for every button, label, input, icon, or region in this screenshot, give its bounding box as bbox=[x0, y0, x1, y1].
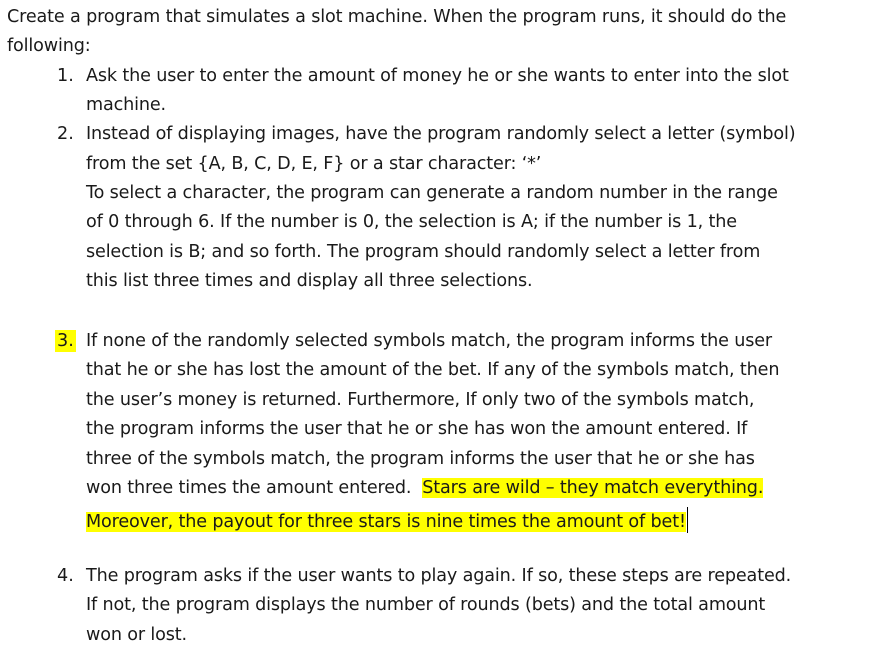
step-2-line-1: Instead of displaying images, have the program randomly select a letter (symbol) bbox=[86, 124, 796, 144]
step-3-line-7 bbox=[86, 507, 688, 532]
step-2-line-4: of 0 through 6. If the number is 0, the selection is A; if the number is 1, the bbox=[86, 212, 737, 232]
step-3-line-1: If none of the randomly selected symbols match, the program informs the user bbox=[86, 331, 773, 351]
step-3-line-6 bbox=[86, 477, 763, 499]
step-3-line-6-plain: won three times the amount entered. bbox=[86, 478, 423, 498]
step-1-line-1: Ask the user to enter the amount of money he or she wants to enter into the slot bbox=[86, 66, 789, 86]
step-1-number: 1. bbox=[57, 66, 74, 86]
step-4-number: 4. bbox=[57, 566, 74, 586]
step-1-line-2: machine. bbox=[86, 95, 166, 115]
step-3-wild-highlight: Stars are wild – they match everything. bbox=[422, 478, 764, 498]
step-2-line-2: from the set {A, B, C, D, E, F} or a star character: ‘*’ bbox=[86, 154, 542, 174]
step-3-number: 3. bbox=[57, 331, 74, 351]
step-3-line-2: that he or she has lost the amount of the bet. If any of the symbols match, then bbox=[86, 360, 780, 380]
step-3-line-3: the user’s money is returned. Furthermore, If only two of the symbols match, bbox=[86, 390, 755, 410]
step-4-line-1: The program asks if the user wants to play again. If so, these steps are repeated. bbox=[86, 566, 792, 586]
step-2-line-6: this list three times and display all three selections. bbox=[86, 271, 533, 291]
step-4-line-2: If not, the program displays the number of rounds (bets) and the total amount bbox=[86, 595, 766, 615]
step-4-line-3: won or lost. bbox=[86, 625, 187, 645]
intro-line-1: Create a program that simulates a slot machine. When the program runs, it should do the bbox=[7, 7, 787, 27]
step-3-line-5: three of the symbols match, the program informs the user that he or she has bbox=[86, 449, 755, 469]
step-3-payout-highlight: Moreover, the payout for three stars is nine times the amount of bet! bbox=[86, 512, 686, 532]
step-2-line-5: selection is B; and so forth. The program should randomly select a letter from bbox=[86, 242, 761, 262]
step-2-number: 2. bbox=[57, 124, 74, 144]
step-2-line-3: To select a character, the program can generate a random number in the range bbox=[86, 183, 778, 203]
intro-line-2: following: bbox=[7, 36, 91, 56]
step-3-line-4: the program informs the user that he or she has won the amount entered. If bbox=[86, 419, 748, 439]
text-cursor bbox=[687, 507, 689, 533]
